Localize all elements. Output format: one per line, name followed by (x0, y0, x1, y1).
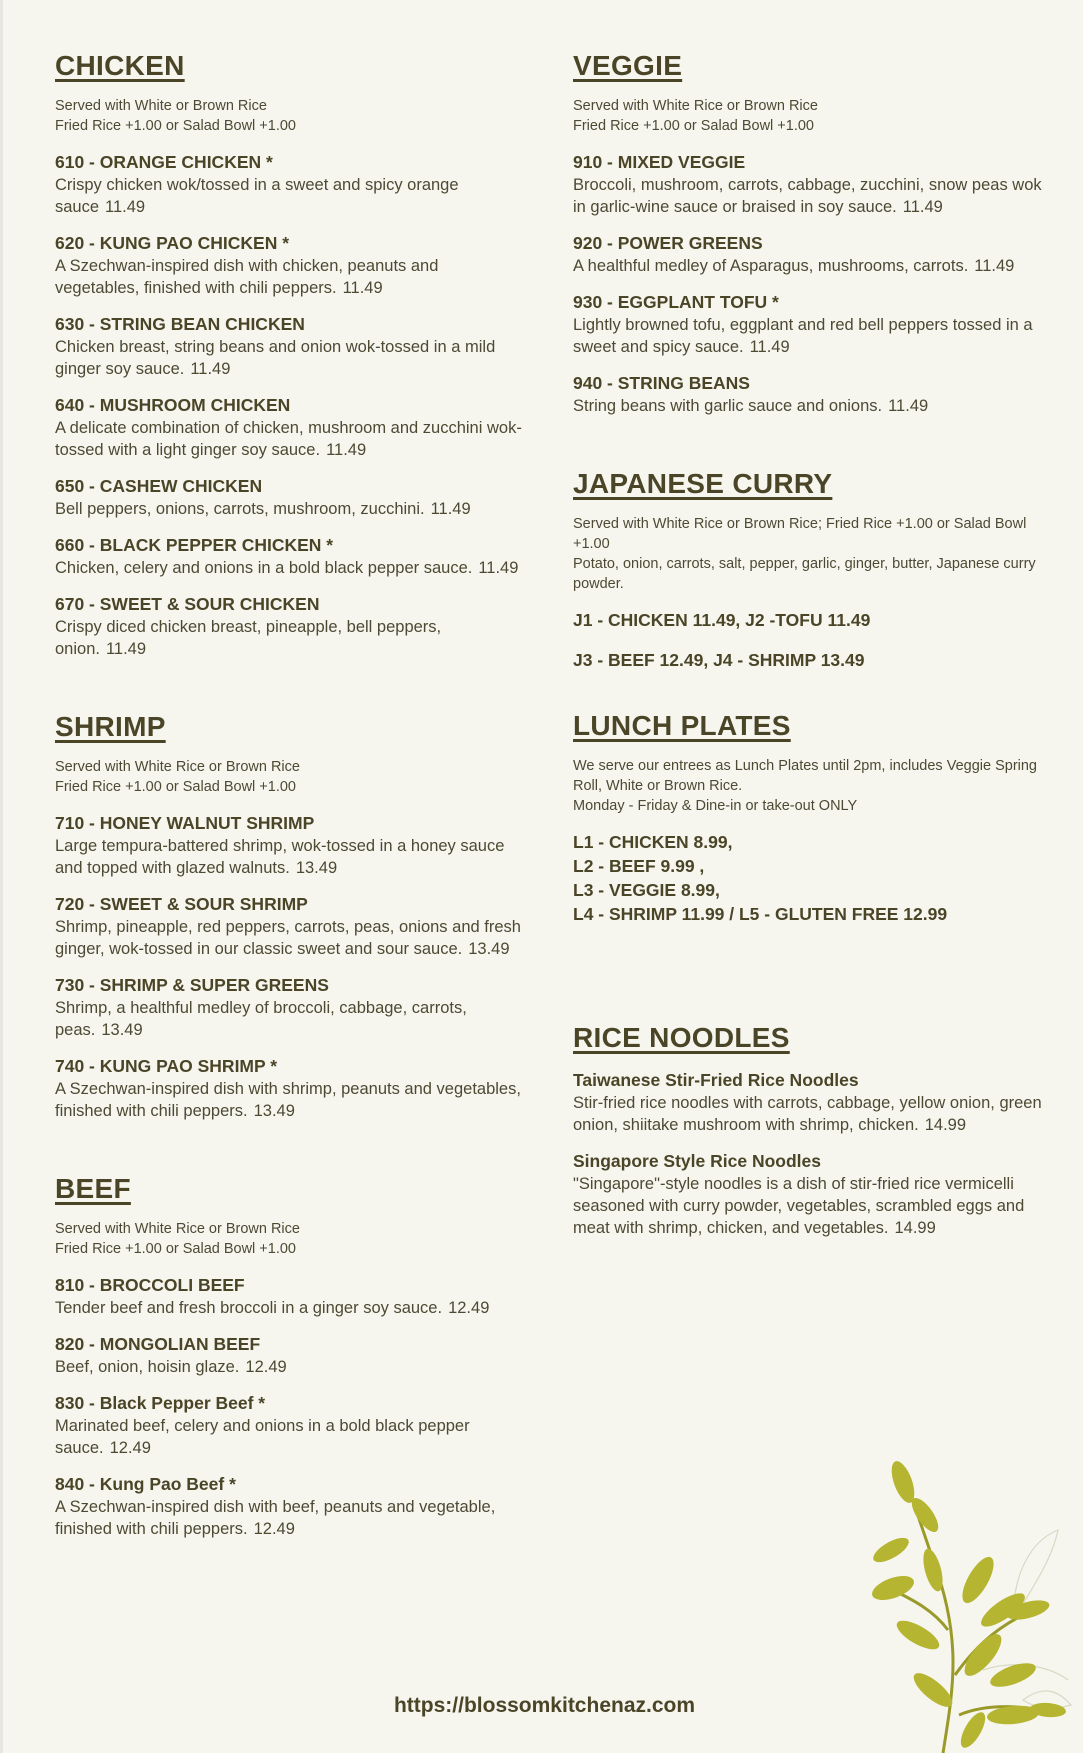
menu-item (573, 1068, 1053, 1136)
menu-item (55, 393, 525, 461)
section-title: VEGGIE (573, 50, 683, 81)
item-description: Tender beef and fresh broccoli in a ginger soy sauce. 12.49 (55, 1299, 490, 1317)
menu-item (573, 290, 1053, 358)
item-name: 610 - ORANGE CHICKEN * (55, 152, 273, 172)
item-price: 13.49 (101, 1021, 143, 1039)
item-name: 650 - CASHEW CHICKEN (55, 476, 263, 496)
section-japanese-curry (573, 468, 1053, 672)
item-description: Marinated beef, celery and onions in a bold black pepper sauce. 12.49 (55, 1417, 470, 1457)
left-column (55, 50, 525, 1553)
section-beef (55, 1173, 525, 1540)
item-name: 830 - Black Pepper Beef * (55, 1393, 266, 1413)
item-price: 14.99 (894, 1219, 936, 1237)
item-price: 11.49 (326, 441, 367, 459)
item-name: 640 - MUSHROOM CHICKEN (55, 395, 291, 415)
note-line: Fried Rice +1.00 or Salad Bowl +1.00 (55, 779, 296, 795)
item-price: 13.49 (253, 1102, 295, 1120)
section-note (573, 514, 1053, 594)
note-line: Potato, onion, carrots, salt, pepper, garlic, ginger, butter, Japanese curry powder. (573, 556, 1036, 592)
lunch-price-line: L1 - CHICKEN 8.99, (573, 832, 733, 852)
item-price: 12.49 (253, 1520, 295, 1538)
section-title: CHICKEN (55, 50, 185, 81)
item-price: 13.49 (295, 859, 338, 877)
item-description: A Szechwan-inspired dish with beef, peanuts and vegetable, finished with chili peppers. 12.49 (55, 1498, 496, 1538)
item-description: A Szechwan-inspired dish with shrimp, peanuts and vegetables, finished with chili peppers. 13.49 (55, 1080, 521, 1120)
menu-item (55, 1472, 525, 1540)
note-line: Served with White or Brown Rice (55, 98, 267, 114)
item-price: 11.49 (478, 559, 519, 577)
note-line: We serve our entrees as Lunch Plates until 2pm, includes Veggie Spring Roll, White or Brown Rice. (573, 758, 1037, 794)
item-description: "Singapore"-style noodles is a dish of stir-fried rice vermicelli seasoned with curry powder, vegetables, scrambled eggs and meat with shrimp, chicken, and vegetables. 14.99 (573, 1175, 1025, 1237)
menu-item (55, 973, 525, 1041)
menu-item (55, 533, 525, 579)
item-price: 11.49 (430, 500, 471, 518)
item-description: Crispy chicken wok/tossed in a sweet and spicy orange sauce 11.49 (55, 176, 459, 216)
section-rice-noodles (573, 1022, 1053, 1239)
item-name: 660 - BLACK PEPPER CHICKEN * (55, 535, 334, 555)
item-description: Stir-fried rice noodles with carrots, cabbage, yellow onion, green onion, shiitake mushroom with shrimp, chicken. 14.99 (573, 1094, 1042, 1134)
item-name: 630 - STRING BEAN CHICKEN (55, 314, 305, 334)
menu-item (55, 1391, 525, 1459)
item-name: 730 - SHRIMP & SUPER GREENS (55, 975, 329, 995)
menu-item (55, 1332, 525, 1378)
item-description: String beans with garlic sauce and onions. 11.49 (573, 397, 929, 415)
section-veggie (573, 50, 1053, 417)
section-title: JAPANESE CURRY (573, 468, 833, 499)
item-name: Singapore Style Rice Noodles (573, 1151, 821, 1171)
menu-item (55, 312, 525, 380)
section-chicken (55, 50, 525, 660)
item-description: Shrimp, pineapple, red peppers, carrots, peas, onions and fresh ginger, wok-tossed in our classic sweet and sour sauce. 13.49 (55, 918, 521, 958)
menu-item (573, 371, 1053, 417)
menu-item (55, 1273, 525, 1319)
note-line: Served with White Rice or Brown Rice (55, 759, 300, 775)
item-name: 710 - HONEY WALNUT SHRIMP (55, 813, 315, 833)
item-name: 920 - POWER GREENS (573, 233, 763, 253)
right-column (573, 50, 1053, 1252)
item-price: 11.49 (342, 279, 383, 297)
menu-item (55, 592, 525, 660)
section-note (55, 96, 525, 136)
curry-prices-line: J1 - CHICKEN 11.49, J2 -TOFU 11.49 (573, 610, 871, 630)
menu-item (573, 231, 1053, 277)
section-note (55, 1219, 525, 1259)
lunch-price-line: L2 - BEEF 9.99 , (573, 856, 705, 876)
lunch-price-line: L3 - VEGGIE 8.99, (573, 880, 720, 900)
menu-item (573, 1149, 1053, 1239)
section-note (573, 96, 1053, 136)
item-price: 12.49 (245, 1358, 287, 1376)
lunch-price-line: L4 - SHRIMP 11.99 / L5 - GLUTEN FREE 12.99 (573, 904, 948, 924)
item-description: A healthful medley of Asparagus, mushrooms, carrots. 11.49 (573, 257, 1015, 275)
section-title: BEEF (55, 1173, 131, 1204)
item-price: 11.49 (749, 338, 790, 356)
item-name: 740 - KUNG PAO SHRIMP * (55, 1056, 278, 1076)
note-line: Fried Rice +1.00 or Salad Bowl +1.00 (55, 1241, 296, 1257)
section-title: RICE NOODLES (573, 1022, 790, 1053)
item-price: 14.99 (924, 1116, 967, 1134)
item-name: 720 - SWEET & SOUR SHRIMP (55, 894, 308, 914)
item-description: Lightly browned tofu, eggplant and red bell peppers tossed in a sweet and spicy sauce. 11.49 (573, 316, 1033, 356)
item-name: 620 - KUNG PAO CHICKEN * (55, 233, 290, 253)
item-description: Broccoli, mushroom, carrots, cabbage, zucchini, snow peas wok in garlic-wine sauce or braised in soy sauce. 11.49 (573, 176, 1042, 216)
section-title: SHRIMP (55, 711, 166, 742)
item-price: 11.49 (902, 198, 943, 216)
note-line: Fried Rice +1.00 or Salad Bowl +1.00 (573, 118, 814, 134)
website-link[interactable]: https://blossomkitchenaz.com (393, 1694, 696, 1717)
item-price: 11.49 (974, 257, 1015, 275)
note-line: Fried Rice +1.00 or Salad Bowl +1.00 (55, 118, 296, 134)
item-description: A Szechwan-inspired dish with chicken, peanuts and vegetables, finished with chili peppers. 11.49 (55, 257, 439, 297)
curry-prices-line: J3 - BEEF 12.49, J4 - SHRIMP 13.49 (573, 650, 865, 670)
section-note (573, 756, 1053, 816)
menu-item (55, 150, 525, 218)
item-description: Bell peppers, onions, carrots, mushroom, zucchini. 11.49 (55, 500, 471, 518)
note-line: Served with White Rice or Brown Rice; Fried Rice +1.00 or Salad Bowl +1.00 (573, 516, 1027, 552)
note-line: Served with White Rice or Brown Rice (55, 1221, 300, 1237)
item-description: Large tempura-battered shrimp, wok-tossed in a honey sauce and topped with glazed walnuts. 13.49 (55, 837, 505, 877)
item-price: 11.49 (190, 360, 231, 378)
item-price: 13.49 (468, 940, 510, 958)
menu-item (55, 811, 525, 879)
item-name: 840 - Kung Pao Beef * (55, 1474, 236, 1494)
item-description: A delicate combination of chicken, mushroom and zucchini wok-tossed with a light ginger soy sauce. 11.49 (55, 419, 522, 459)
item-price: 11.49 (105, 640, 147, 658)
item-description: Chicken, celery and onions in a bold black pepper sauce. 11.49 (55, 559, 519, 577)
note-line: Monday - Friday & Dine-in or take-out ONLY (573, 798, 858, 814)
menu-item (55, 231, 525, 299)
menu-item (55, 1054, 525, 1122)
item-price: 11.49 (105, 198, 146, 216)
item-price: 12.49 (448, 1299, 490, 1317)
item-name: Taiwanese Stir-Fried Rice Noodles (573, 1070, 859, 1090)
menu-item (55, 474, 525, 520)
item-name: 910 - MIXED VEGGIE (573, 152, 746, 172)
item-price: 12.49 (109, 1439, 151, 1457)
item-name: 930 - EGGPLANT TOFU * (573, 292, 779, 312)
item-description: Crispy diced chicken breast, pineapple, bell peppers, onion. 11.49 (55, 618, 442, 658)
item-price: 11.49 (888, 397, 929, 415)
item-name: 810 - BROCCOLI BEEF (55, 1275, 245, 1295)
item-description: Shrimp, a healthful medley of broccoli, cabbage, carrots, peas. 13.49 (55, 999, 467, 1039)
item-description: Chicken breast, string beans and onion wok-tossed in a mild ginger soy sauce. 11.49 (55, 338, 496, 378)
item-description: Beef, onion, hoisin glaze. 12.49 (55, 1358, 287, 1376)
section-note (55, 757, 525, 797)
menu-item (573, 150, 1053, 218)
section-shrimp (55, 711, 525, 1122)
section-title: LUNCH PLATES (573, 710, 791, 741)
menu-item (55, 892, 525, 960)
item-name: 670 - SWEET & SOUR CHICKEN (55, 594, 320, 614)
item-name: 820 - MONGOLIAN BEEF (55, 1334, 261, 1354)
note-line: Served with White Rice or Brown Rice (573, 98, 818, 114)
item-name: 940 - STRING BEANS (573, 373, 750, 393)
section-lunch-plates (573, 710, 1053, 926)
